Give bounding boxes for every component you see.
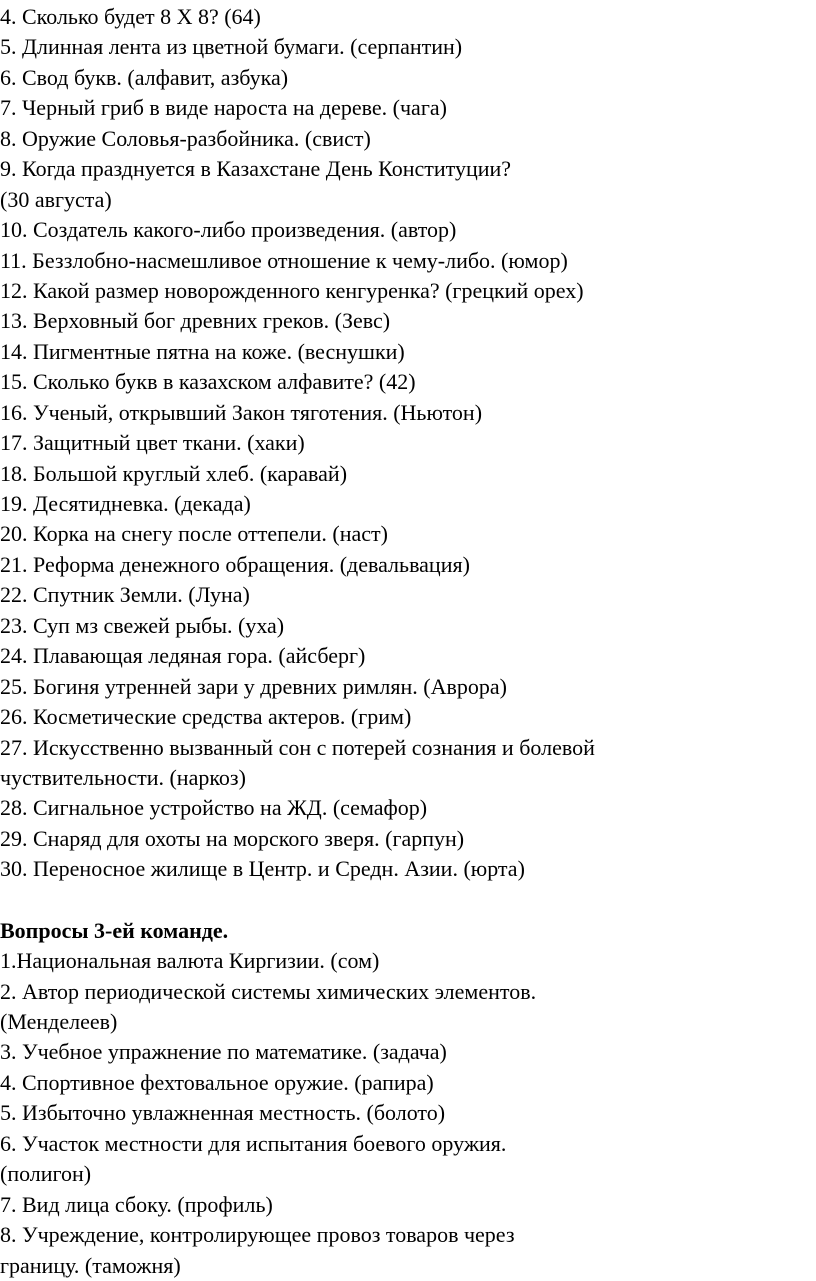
text-line: 23. Суп мз свежей рыбы. (уха)	[0, 612, 285, 638]
text-line: 17. Защитный цвет ткани. (хаки)	[0, 430, 305, 456]
text-line: 7. Черный гриб в виде нароста на дереве. (чага)	[0, 95, 447, 121]
text-line: 11. Беззлобно-насмешливое отношение к чему-либо. (юмор)	[0, 247, 568, 273]
text-line: 5. Избыточно увлажненная местность. (болото)	[0, 1100, 446, 1126]
text-line: 24. Плавающая ледяная гора. (айсберг)	[0, 643, 366, 669]
text-line: 2. Автор периодической системы химических элементов.	[0, 978, 537, 1004]
text-line: (полигон)	[0, 1161, 92, 1187]
text-line: (Менделеев)	[0, 1009, 118, 1034]
text-line: 4. Спортивное фехтовальное оружие. (рапира)	[0, 1069, 434, 1095]
text-line: 18. Большой круглый хлеб. (каравай)	[0, 460, 348, 486]
text-line: 4. Сколько будет 8 Х 8? (64)	[0, 4, 261, 29]
text-line: 13. Верховный бог древних греков. (Зевс)	[0, 308, 391, 334]
text-line: 29. Снаряд для охоты на морского зверя. (гарпун)	[0, 825, 465, 851]
text-line: 14. Пигментные пятна на коже. (веснушки)	[0, 338, 405, 364]
text-line: 15. Сколько букв в казахском алфавите? (42)	[0, 369, 416, 395]
text-line: 19. Десятидневка. (декада)	[0, 491, 251, 516]
text-line: 5. Длинная лента из цветной бумаги. (серпантин)	[0, 34, 463, 60]
blank-line	[0, 885, 816, 916]
text-line: 10. Создатель какого-либо произведения. (автор)	[0, 217, 457, 243]
text-line: 8. Оружие Соловья-разбойника. (свист)	[0, 125, 371, 151]
section-heading: Вопросы 3-ей команде.	[0, 917, 229, 943]
text-line: границу. (таможня)	[0, 1252, 181, 1278]
text-line: 6. Свод букв. (алфавит, азбука)	[0, 64, 289, 90]
text-line: 6. Участок местности для испытания боевого оружия.	[0, 1130, 507, 1156]
text-line: 21. Реформа денежного обращения. (девальвация)	[0, 551, 470, 577]
text-line: 8. Учреждение, контролирующее провоз товаров через	[0, 1222, 515, 1248]
text-line: 28. Сигнальное устройство на ЖД. (семафор)	[0, 795, 428, 821]
text-line: чуствительности. (наркоз)	[0, 764, 246, 790]
question-list-bottom	[0, 946, 816, 1281]
text-line: 25. Богиня утренней зари у древних римлян. (Аврора)	[0, 673, 507, 699]
text-line: 3. Учебное упражнение по математике. (задача)	[0, 1039, 447, 1065]
text-line: 27. Искусственно вызванный сон с потерей сознания и болевой	[0, 734, 595, 760]
text-line: 20. Корка на снегу после оттепели. (наст)	[0, 521, 388, 547]
text-line: (30 августа)	[0, 186, 112, 212]
text-line: 7. Вид лица сбоку. (профиль)	[0, 1191, 273, 1217]
text-line: 9. Когда празднуется в Казахстане День Конституции?	[0, 156, 512, 182]
text-line: 16. Ученый, открывший Закон тяготения. (Ньютон)	[0, 399, 483, 425]
text-line: 1.Национальная валюта Киргизии. (сом)	[0, 948, 380, 974]
text-line: 26. Косметические средства актеров. (грим)	[0, 704, 412, 730]
text-line: 12. Какой размер новорожденного кенгуренка? (грецкий орех)	[0, 277, 584, 303]
text-line: 22. Спутник Земли. (Луна)	[0, 582, 250, 608]
text-line: 30. Переносное жилище в Центр. и Средн. Азии. (юрта)	[0, 856, 525, 882]
